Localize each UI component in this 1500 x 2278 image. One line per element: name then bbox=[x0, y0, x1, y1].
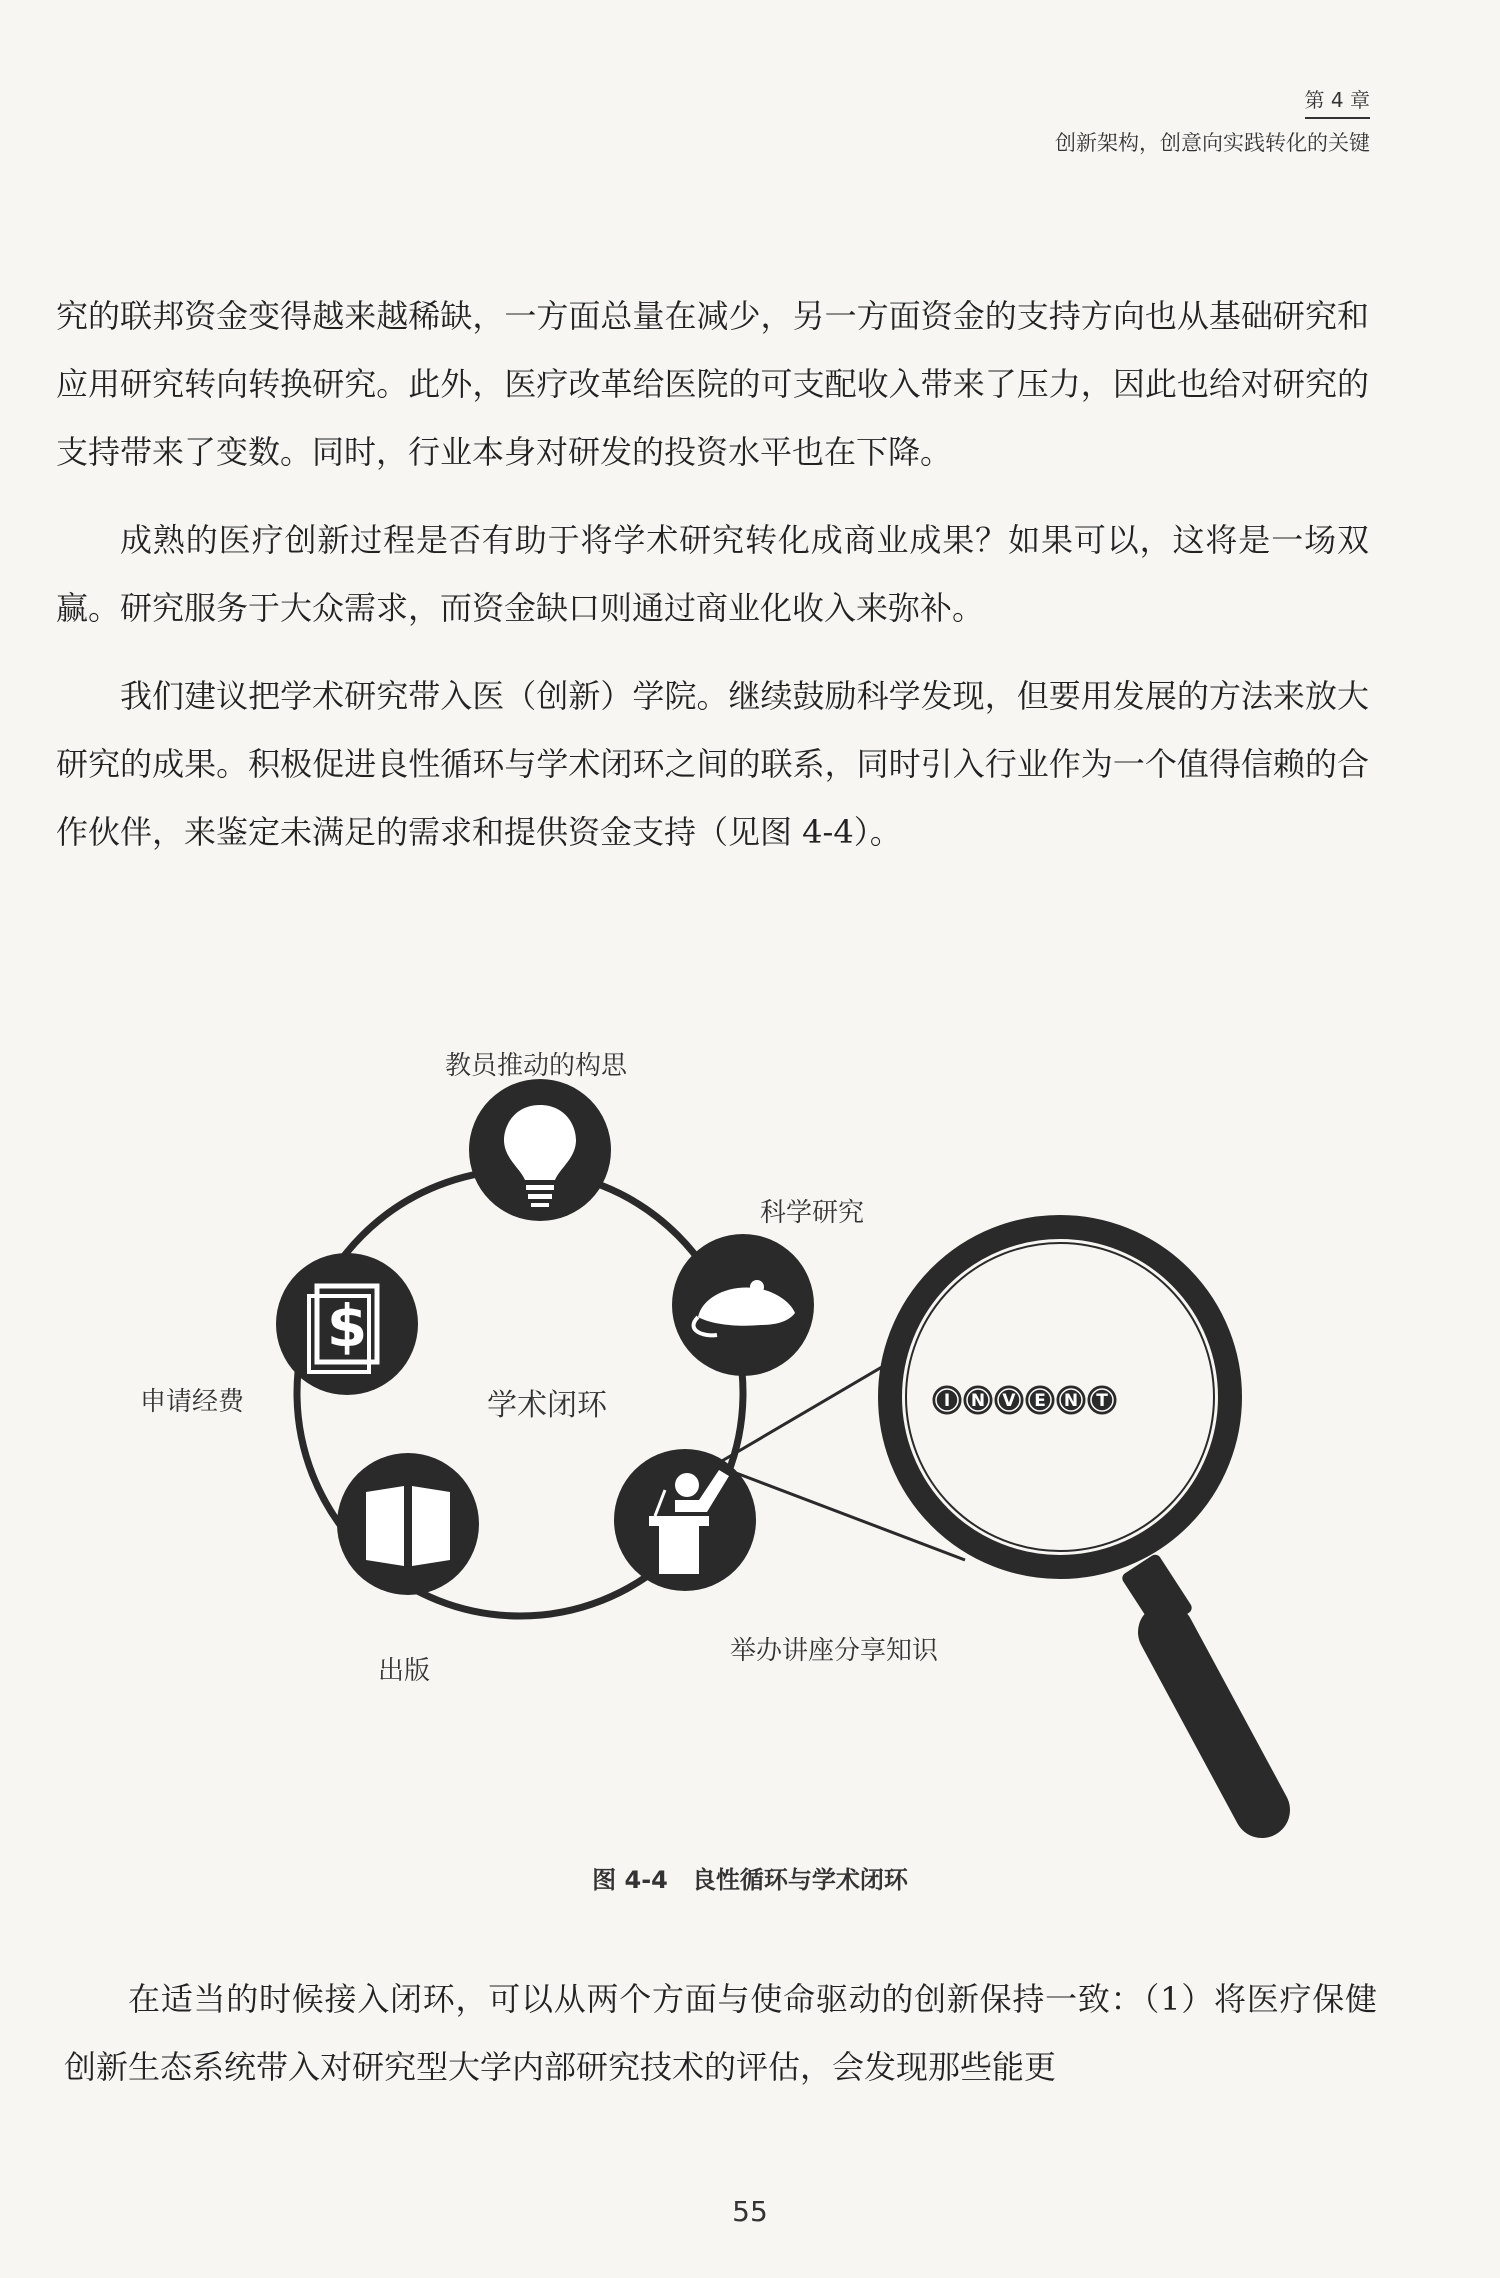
svg-text:$: $ bbox=[326, 1292, 368, 1360]
label-lectures: 举办讲座分享知识 bbox=[730, 1636, 939, 1666]
invent-letter: V bbox=[1002, 1391, 1016, 1411]
invent-letter: N bbox=[970, 1391, 986, 1411]
label-research: 科学研究 bbox=[760, 1198, 865, 1228]
dollar-node-icon bbox=[276, 1253, 418, 1395]
label-loop-center: 学术闭环 bbox=[487, 1388, 607, 1423]
paragraph: 成熟的医疗创新过程是否有助于将学术研究转化成商业成果？如果可以，这将是一场双赢。研究服务于大众需求，而资金缺口则通过商业化收入来弥补。 bbox=[56, 521, 1369, 627]
label-faculty-ideas: 教员推动的构思 bbox=[445, 1051, 628, 1081]
invent-letter: E bbox=[1034, 1391, 1046, 1411]
body-text-top bbox=[56, 282, 1369, 886]
chapter-title: 创新架构，创意向实践转化的关键 bbox=[1055, 131, 1370, 155]
figure-academic-loop bbox=[0, 1000, 1500, 1920]
paragraph: 在适当的时候接入闭环，可以从两个方面与使命驱动的创新保持一致：（1）将医疗保健创新生态系统带入对研究型大学内部研究技术的评估，会发现那些能更 bbox=[64, 1980, 1377, 2086]
paragraph: 究的联邦资金变得越来越稀缺，一方面总量在减少，另一方面资金的支持方向也从基础研究和应用研究转向转换研究。此外，医疗改革给医院的可支配收入带来了压力，因此也给对研究的支持带来了变数。同时，行业本身对研发的投资水平也在下降。 bbox=[56, 297, 1369, 471]
bulb-node-icon bbox=[469, 1079, 611, 1221]
magnifier-handle bbox=[1166, 1632, 1262, 1810]
book-node-icon bbox=[337, 1453, 479, 1595]
rat-node-icon bbox=[672, 1234, 814, 1376]
invent-letter: I bbox=[943, 1391, 951, 1411]
running-header bbox=[1055, 84, 1370, 157]
page-number: 55 bbox=[732, 2195, 768, 2228]
body-text-bottom bbox=[64, 1965, 1377, 2121]
chapter-number: 第 4 章 bbox=[1305, 84, 1370, 119]
figure-graphic bbox=[0, 1000, 1500, 1920]
figure-caption: 图 4-4 良性循环与学术闭环 bbox=[592, 1866, 908, 1894]
lecture-node-icon bbox=[614, 1449, 756, 1591]
label-grants: 申请经费 bbox=[140, 1387, 245, 1417]
paragraph: 我们建议把学术研究带入医（创新）学院。继续鼓励科学发现，但要用发展的方法来放大研究的成果。积极促进良性循环与学术闭环之间的联系，同时引入行业作为一个值得信赖的合作伙伴，来鉴定未满足的需求和提供资金支持（见图 4-4）。 bbox=[56, 677, 1369, 851]
label-publish: 出版 bbox=[378, 1656, 431, 1686]
invent-letter: T bbox=[1096, 1391, 1108, 1411]
invent-letter: N bbox=[1063, 1391, 1079, 1411]
